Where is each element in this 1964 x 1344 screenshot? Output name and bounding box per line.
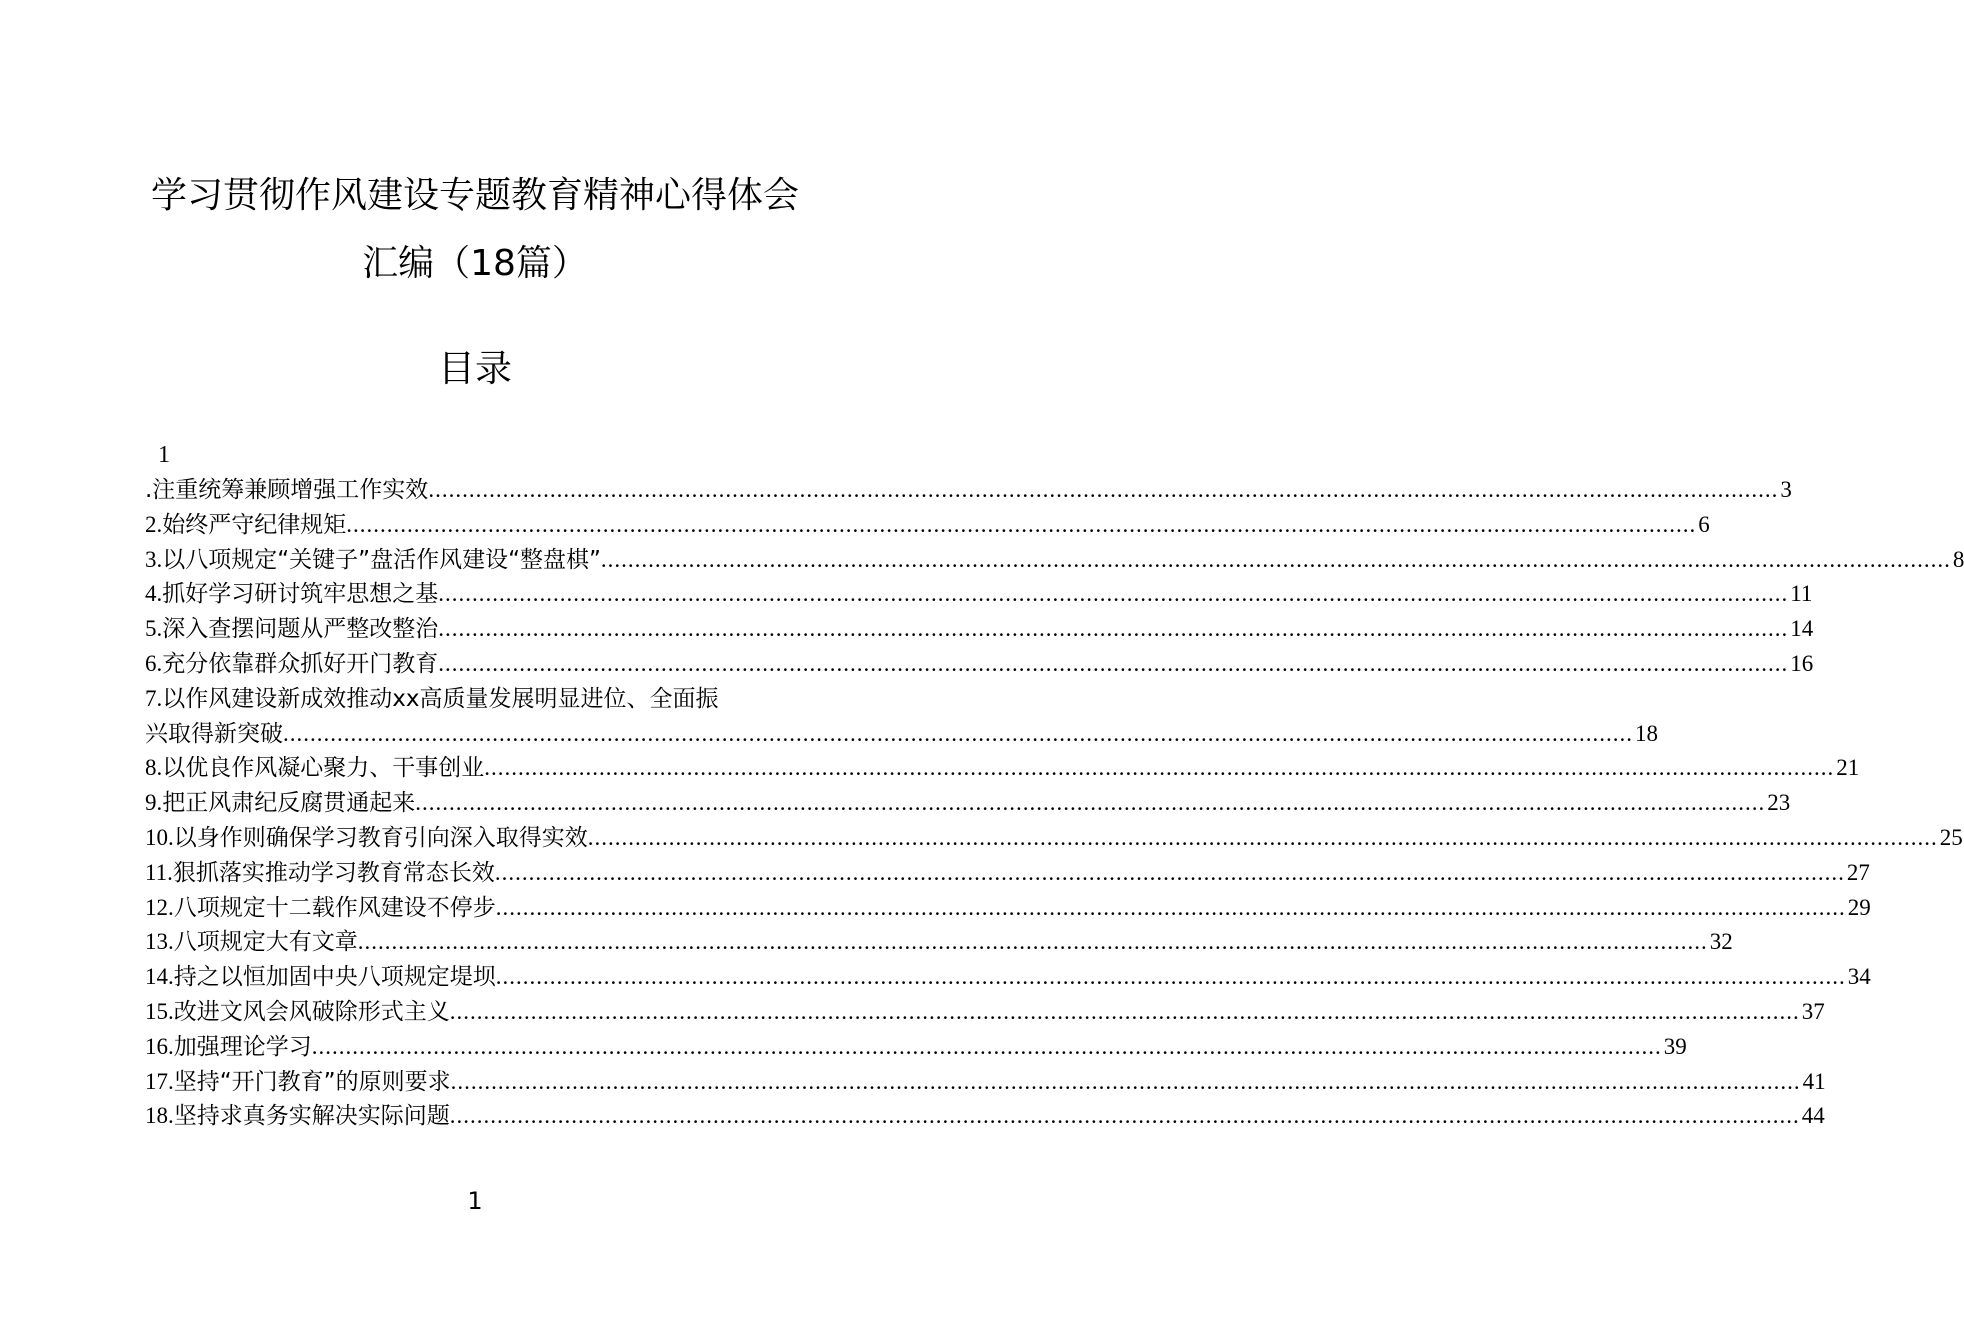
toc-entry-title: 始终严守纪律规矩: [162, 511, 347, 538]
toc-entry-label: [145, 577, 438, 612]
toc-entry[interactable]: [145, 577, 1813, 612]
toc-entry-label: [145, 856, 495, 891]
toc-dot-leader: ........................................................................................................................................................................................................: [438, 581, 1789, 607]
toc-entry-label: [145, 925, 358, 960]
toc-entry-number: 2.: [145, 511, 163, 537]
toc-entry-page: 44: [1801, 1103, 1825, 1129]
toc-entry-number: 3.: [145, 546, 163, 572]
toc-dot-leader: ........................................................................................................................................................................................................: [484, 755, 1835, 781]
toc-entry-page: 11: [1790, 581, 1813, 607]
toc-dot-leader: ........................................................................................................................................................................................................: [438, 616, 1789, 642]
toc-entry[interactable]: [145, 821, 1963, 856]
toc-dot-leader: ........................................................................................................................................................................................................: [587, 824, 1938, 850]
toc-entry-label: [145, 543, 601, 578]
toc-dot-leader: ........................................................................................................................................................................................................: [449, 1103, 1800, 1129]
toc-entry[interactable]: [145, 751, 1860, 786]
toc-entry-page: 29: [1847, 894, 1871, 920]
toc-entry-label: [145, 995, 450, 1030]
toc-entry-line[interactable]: [145, 682, 805, 717]
toc-entry[interactable]: [145, 925, 1733, 960]
toc-dot-leader: ........................................................................................................................................................................................................: [600, 546, 1951, 572]
toc-entry-page: 23: [1767, 790, 1791, 816]
toc-entry-page: 3: [1780, 477, 1792, 502]
toc-entry-label: [145, 821, 588, 856]
toc-entry-page: 6: [1698, 511, 1710, 537]
toc-leading-number: 1: [158, 442, 170, 468]
toc-entry-title: 狠抓落实推动学习教育常态长效: [172, 859, 495, 886]
toc-entry[interactable]: [145, 1030, 1687, 1065]
toc-entry-title: .注重统筹兼顾增强工作实效: [145, 477, 429, 503]
toc-entry-page: 39: [1663, 1033, 1687, 1059]
toc-entry[interactable]: [145, 543, 1964, 578]
toc-entry-title: 把正风肃纪反腐贯通起来: [162, 790, 416, 817]
toc-dot-leader: ........................................................................................................................................................................................................: [357, 929, 1708, 955]
toc-dot-leader: ........................................................................................................................................................................................................: [283, 720, 1633, 746]
toc-entry[interactable]: [145, 717, 1658, 752]
toc-entry-page: 34: [1847, 964, 1871, 990]
toc-entry-label: [145, 1065, 451, 1100]
toc-entry-title: 以八项规定“关键子”盘活作风建设“整盘棋”: [162, 546, 601, 573]
toc-entry-title-continued: 兴取得新突破: [145, 720, 283, 747]
toc-entry[interactable]: [145, 508, 1710, 543]
page-number: 1: [467, 1187, 483, 1215]
toc-entry-page: 37: [1801, 998, 1825, 1024]
toc-entry[interactable]: [145, 612, 1814, 647]
toc-entry-label: [145, 473, 428, 508]
toc-entry[interactable]: [145, 1099, 1825, 1134]
toc-entry-label: [145, 508, 346, 543]
table-of-contents: [145, 473, 1964, 1134]
toc-entry-title: 以优良作风凝心聚力、干事创业: [162, 755, 485, 782]
toc-entry-number: 7.: [145, 685, 163, 711]
toc-dot-leader: ........................................................................................................................................................................................................: [450, 1068, 1801, 1094]
toc-entry-title: 以身作则确保学习教育引向深入取得实效: [173, 824, 588, 851]
toc-entry-number: 4.: [145, 581, 163, 607]
toc-entry-label: [145, 960, 496, 995]
toc-entry[interactable]: [145, 473, 1792, 508]
toc-entry[interactable]: [145, 1065, 1826, 1100]
toc-entry-page: 18: [1635, 720, 1658, 746]
toc-entry-number: 17.: [145, 1068, 174, 1094]
toc-entry-title: 八项规定十二载作风建设不停步: [173, 894, 496, 921]
toc-dot-leader: ........................................................................................................................................................................................................: [415, 790, 1766, 816]
toc-entry[interactable]: [145, 647, 1814, 682]
toc-entry-title: 加强理论学习: [173, 1033, 312, 1060]
toc-dot-leader: ........................................................................................................................................................................................................: [495, 894, 1846, 920]
toc-entry[interactable]: [145, 786, 1791, 821]
toc-entry-label: [145, 751, 484, 786]
toc-entry-page: 21: [1836, 755, 1860, 781]
toc-entry-number: 10.: [145, 824, 174, 850]
toc-entry-number: 11.: [145, 859, 173, 885]
toc-entry-label: [145, 612, 438, 647]
toc-dot-leader: ........................................................................................................................................................................................................: [438, 650, 1789, 676]
toc-entry-page: 25: [1939, 824, 1963, 850]
toc-entry-label: [145, 786, 415, 821]
toc-entry-title: 抓好学习研讨筑牢思想之基: [162, 581, 439, 608]
document-title-line-2: 汇编（18篇）: [362, 243, 588, 284]
toc-entry-number: 16.: [145, 1033, 174, 1059]
toc-entry-label: [145, 647, 438, 682]
toc-entry-title: 深入查摆问题从严整改整治: [162, 616, 439, 643]
toc-entry-number: 8.: [145, 755, 163, 781]
toc-entry-page: 32: [1709, 929, 1733, 955]
toc-entry-title: 八项规定大有文章: [173, 929, 358, 956]
toc-entry-label: [145, 891, 496, 926]
toc-entry-title: 坚持求真务实解决实际问题: [173, 1103, 450, 1130]
toc-entry-number: 18.: [145, 1103, 174, 1129]
toc-entry-number: 15.: [145, 998, 174, 1024]
toc-entry-title: 充分依靠群众抓好开门教育: [162, 650, 439, 677]
toc-dot-leader: ........................................................................................................................................................................................................: [428, 477, 1779, 502]
toc-heading: 目录: [438, 347, 512, 390]
toc-dot-leader: ........................................................................................................................................................................................................: [494, 859, 1845, 885]
toc-entry-title: 持之以恒加固中央八项规定堤坝: [173, 964, 496, 991]
toc-entry-label: [145, 1030, 312, 1065]
toc-entry-number: 13.: [145, 929, 174, 955]
toc-entry[interactable]: [145, 960, 1871, 995]
toc-entry-page: 8: [1952, 546, 1964, 572]
toc-entry-page: 41: [1802, 1068, 1826, 1094]
toc-entry-title: 改进文风会风破除形式主义: [173, 998, 450, 1025]
toc-dot-leader: ........................................................................................................................................................................................................: [311, 1033, 1662, 1059]
toc-entry-number: 6.: [145, 650, 163, 676]
toc-entry[interactable]: [145, 891, 1871, 926]
toc-entry-label: [145, 1099, 450, 1134]
toc-entry-page: 27: [1846, 859, 1870, 885]
toc-entry-page: 14: [1790, 616, 1814, 642]
toc-dot-leader: ........................................................................................................................................................................................................: [346, 511, 1697, 537]
toc-entry-number: 9.: [145, 790, 163, 816]
toc-entry[interactable]: [145, 856, 1870, 891]
document-title-line-1: 学习贯彻作风建设专题教育精神心得体会: [150, 175, 799, 216]
toc-entry-number: 5.: [145, 616, 163, 642]
toc-dot-leader: ........................................................................................................................................................................................................: [449, 998, 1800, 1024]
toc-entry-title: 坚持“开门教育”的原则要求: [173, 1068, 451, 1095]
toc-entry-label: [145, 717, 283, 752]
toc-entry[interactable]: [145, 995, 1825, 1030]
toc-entry-number: 14.: [145, 964, 174, 990]
toc-entry-page: 16: [1790, 650, 1814, 676]
toc-dot-leader: ........................................................................................................................................................................................................: [495, 964, 1846, 990]
toc-entry-number: 12.: [145, 894, 174, 920]
toc-entry-title: 以作风建设新成效推动xx高质量发展明显进位、全面振: [162, 685, 719, 712]
